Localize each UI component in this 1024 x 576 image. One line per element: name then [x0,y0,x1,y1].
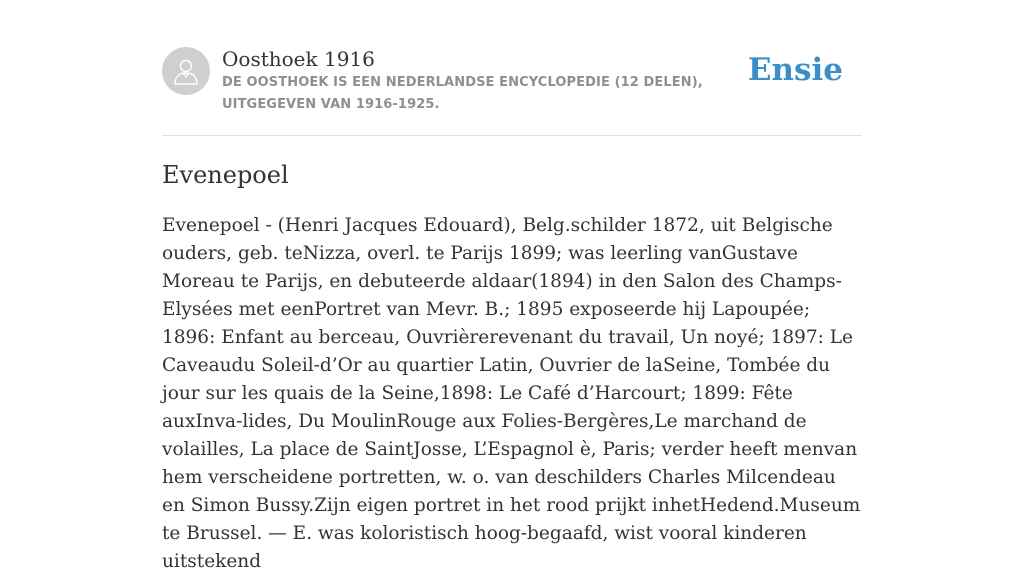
source-avatar[interactable] [162,47,210,95]
source-description: DE OOSTHOEK IS EEN NEDERLANDSE ENCYCLOPEDIE (12 DELEN), UITGEGEVEN VAN 1916-1925. [222,75,703,112]
entry-body: Evenepoel - (Henri Jacques Edouard), Belg.schilder 1872, uit Belgische ouders, geb. teNizza, overl. te Parijs 1899; was leerling vanGustave Moreau te Parijs, en debuteerde aldaar(1894) in den Salon des Champs-Elysées met eenPortret van Mevr. B.; 1895 exposeerde hij Lapoupée; 1896: Enfant au berceau, Ouvrièrerevenant du travail, Un noyé; 1897: Le Caveaudu Soleil-d’Or au quartier Latin, Ouvrier de laSeine, Tombée du jour sur les quais de la Seine,1898: Le Café d’Harcourt; 1899: Fête auxInva-lides, Du MoulinRouge aux Folies-Bergères,Le marchand de volailles, La place de SaintJosse, L’Espagnol è, Paris; verder heeft menvan hem verscheidene portretten, w. o. van deschilders Charles Milcendeau en Simon Bussy.Zijn eigen portret in het rood prijkt inhetHedend.Museum te Brussel. — E. was koloristisch hoog-begaafd, wist vooral kinderen uitstekend [162,215,861,572]
brand-logo[interactable]: Ensie [747,52,843,88]
user-icon [171,56,201,86]
divider [162,135,862,136]
source-title[interactable]: Oosthoek 1916 [222,47,375,71]
source-header [162,46,862,116]
entry-title: Evenepoel [162,161,289,189]
